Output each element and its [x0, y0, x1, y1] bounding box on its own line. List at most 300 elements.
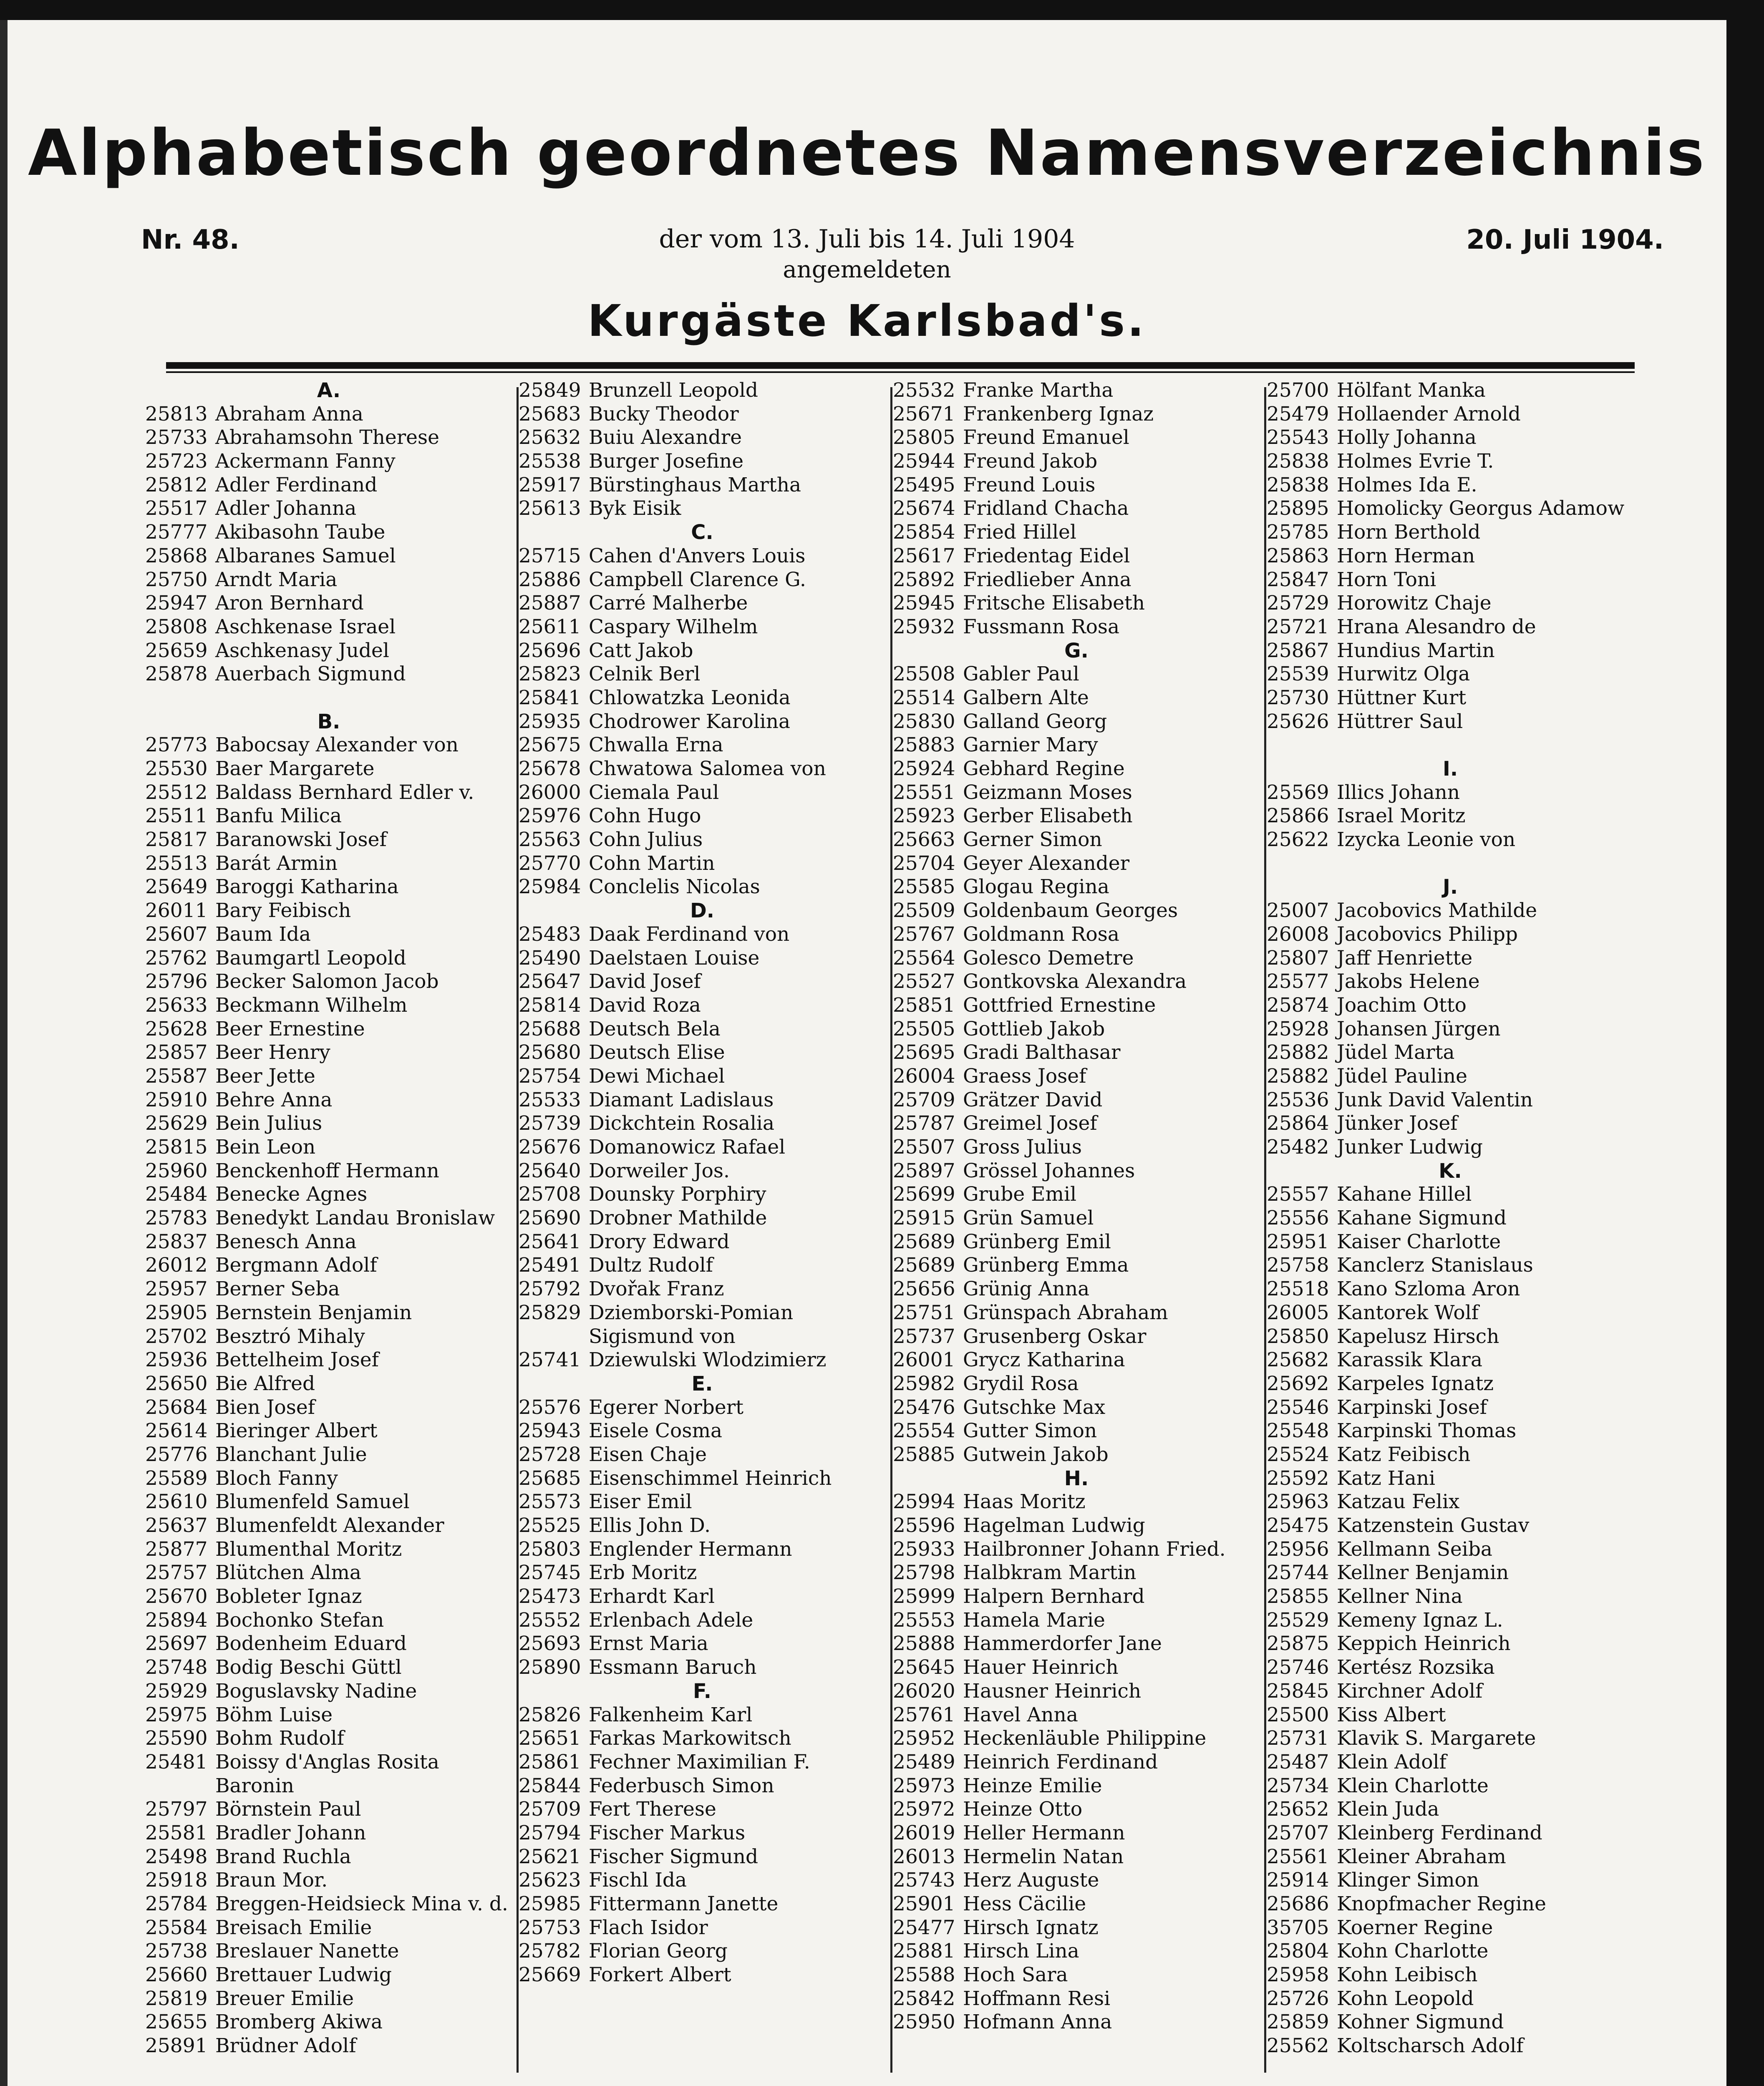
guest-entry [519, 828, 886, 852]
guest-name: Garnier Mary [963, 733, 1098, 757]
guest-number: 25723 [145, 450, 208, 473]
guest-number: 25914 [1267, 1869, 1329, 1892]
guest-number: 25933 [893, 1537, 955, 1561]
guest-name: Karpeles Ignatz [1337, 1372, 1494, 1395]
guest-entry [1267, 1514, 1634, 1538]
guest-entry [145, 1136, 512, 1159]
guest-name: Baranowski Josef [215, 828, 387, 852]
guest-name: Galland Georg [963, 710, 1107, 733]
guest-entry [519, 568, 886, 592]
guest-entry [145, 1277, 512, 1301]
guest-name: Berner Seba [215, 1277, 340, 1301]
guest-number: 25886 [519, 568, 581, 591]
guest-number: 25683 [519, 402, 581, 426]
guest-number: 25895 [1267, 497, 1329, 520]
guest-number: 25546 [1267, 1396, 1329, 1419]
guest-entry [1267, 1348, 1634, 1372]
guest-entry [145, 1254, 512, 1277]
guest-number: 25508 [893, 663, 955, 686]
guest-number: 25652 [1267, 1798, 1329, 1821]
guest-number: 25498 [145, 1845, 208, 1868]
guest-name: Koerner Regine [1337, 1916, 1493, 1939]
guest-entry [519, 1774, 886, 1798]
guest-name: Kellner Benjamin [1337, 1561, 1509, 1585]
guest-number: 25741 [519, 1348, 581, 1372]
guest-number: 25563 [519, 828, 581, 852]
guest-entry [1267, 1372, 1634, 1396]
guest-entry [145, 1183, 512, 1207]
guest-name: Boguslavsky Nadine [215, 1679, 417, 1703]
guest-name: Dvořak Franz [589, 1277, 724, 1301]
guest-number: 25915 [893, 1207, 955, 1230]
guest-entry [1267, 639, 1634, 663]
guest-entry [893, 1112, 1260, 1136]
guest-number: 25851 [893, 993, 955, 1017]
guest-number: 25577 [1267, 970, 1329, 993]
guest-number: 25784 [145, 1892, 208, 1915]
guest-number: 25617 [893, 544, 955, 567]
guest-entry [1267, 970, 1634, 994]
guest-entry [1267, 1467, 1634, 1491]
guest-entry [893, 1396, 1260, 1420]
guest-name: Fittermann Janette [589, 1892, 779, 1915]
guest-name: Braun Mor. [215, 1869, 328, 1892]
guest-name: Essmann Baruch [589, 1656, 757, 1679]
guest-entry [145, 1774, 512, 1798]
guest-entry [1267, 1443, 1634, 1467]
letter-heading: C. [691, 521, 713, 544]
guest-name: Goldmann Rosa [963, 922, 1119, 946]
guest-name: Becker Salomon Jacob [215, 970, 439, 993]
guest-number: 25855 [1267, 1585, 1329, 1608]
guest-name: Jünker Josef [1337, 1112, 1458, 1135]
guest-name: Katz Hani [1337, 1466, 1436, 1490]
guest-name: Holmes Evrie T. [1337, 450, 1494, 473]
guest-entry [1267, 426, 1634, 450]
letter-heading: J. [1442, 875, 1458, 899]
guest-number: 25944 [893, 450, 955, 473]
issue-number: Nr. 48. [141, 224, 239, 255]
guest-number: 26013 [893, 1845, 955, 1868]
guest-number: 25640 [519, 1159, 581, 1182]
guest-name: Conclelis Nicolas [589, 875, 760, 899]
guest-name: Beer Ernestine [215, 1017, 365, 1040]
guest-entry [145, 521, 512, 544]
guest-number: 25517 [145, 497, 208, 520]
guest-name: Grätzer David [963, 1088, 1103, 1111]
guest-number: 25881 [893, 1940, 955, 1963]
guest-entry [145, 1727, 512, 1751]
guest-entry [893, 757, 1260, 781]
guest-number [519, 1325, 589, 1349]
guest-number: 25830 [893, 710, 955, 733]
guest-number: 25650 [145, 1372, 208, 1395]
guest-entry [519, 1703, 886, 1727]
guest-number: 25817 [145, 828, 208, 852]
guest-number: 25684 [145, 1396, 208, 1419]
guest-name: Florian Georg [589, 1940, 728, 1963]
guest-number: 25744 [1267, 1561, 1329, 1585]
guest-entry [893, 568, 1260, 592]
guest-number: 25857 [145, 1041, 208, 1064]
guest-name: Heckenläuble Philippine [963, 1727, 1207, 1750]
guest-entry [145, 1088, 512, 1112]
guest-number: 25622 [1267, 828, 1329, 852]
guest-entry [145, 1656, 512, 1680]
guest-entry [519, 1892, 886, 1916]
guest-name: Grube Emil [963, 1183, 1077, 1206]
guest-entry [893, 1538, 1260, 1562]
guest-name: Hüttrer Saul [1337, 710, 1463, 733]
guest-number: 25641 [519, 1230, 581, 1253]
guest-entry [893, 1514, 1260, 1538]
guest-name: Cohn Julius [589, 828, 703, 852]
guest-name: Franke Martha [963, 379, 1114, 402]
guest-number: 25655 [145, 2010, 208, 2034]
guest-name: Ciemala Paul [589, 781, 719, 804]
guest-entry [519, 1963, 886, 1987]
guest-entry [145, 1065, 512, 1088]
name-column-2 [519, 379, 886, 1987]
guest-number: 25743 [893, 1869, 955, 1892]
guest-entry [893, 1774, 1260, 1798]
guest-name: Baroggi Katharina [215, 875, 399, 899]
guest-entry [145, 568, 512, 592]
guest-name: Blumenfeldt Alexander [215, 1514, 444, 1537]
guest-name: Jaff Henriette [1337, 946, 1473, 970]
guest-name: Brüdner Adolf [215, 2034, 356, 2058]
guest-entry [1267, 1301, 1634, 1325]
guest-name: Eisenschimmel Heinrich [589, 1466, 832, 1490]
guest-name: Chwalla Erna [589, 733, 723, 757]
guest-entry [1267, 403, 1634, 426]
guest-number: 25928 [1267, 1017, 1329, 1040]
guest-name: Bettelheim Josef [215, 1348, 379, 1372]
guest-entry [145, 426, 512, 450]
guest-number: 25721 [1267, 615, 1329, 638]
guest-number: 25890 [519, 1656, 581, 1679]
guest-entry [893, 1987, 1260, 2011]
guest-entry [893, 686, 1260, 710]
guest-name: Böhm Luise [215, 1703, 333, 1726]
guest-entry [145, 875, 512, 899]
guest-entry [893, 474, 1260, 497]
guest-entry [519, 1207, 886, 1230]
guest-number: 25708 [519, 1183, 581, 1206]
guest-number [145, 1774, 215, 1798]
guest-name: Grusenberg Oskar [963, 1325, 1147, 1348]
guest-entry [1267, 1112, 1634, 1136]
guest-entry [145, 544, 512, 568]
guest-number: 25745 [519, 1561, 581, 1585]
guest-entry [1267, 1207, 1634, 1230]
guest-name: Hoch Sara [963, 1963, 1068, 1987]
guest-name: Erlenbach Adele [589, 1608, 753, 1632]
guest-number: 25891 [145, 2034, 208, 2058]
guest-entry [1267, 1136, 1634, 1159]
guest-name: Aschkenase Israel [215, 615, 396, 638]
guest-entry [893, 899, 1260, 923]
guest-name: Kohn Charlotte [1337, 1940, 1489, 1963]
guest-number: 25564 [893, 946, 955, 970]
guest-number: 25762 [145, 946, 208, 970]
guest-name: Geyer Alexander [963, 852, 1130, 875]
guest-name: Kano Szloma Aron [1337, 1277, 1520, 1301]
guest-name: Junker Ludwig [1337, 1136, 1483, 1159]
guest-number: 25883 [893, 733, 955, 757]
guest-number: 25539 [1267, 663, 1329, 686]
guest-number: 25826 [519, 1703, 581, 1726]
guest-entry [1267, 1656, 1634, 1680]
guest-number: 25611 [519, 615, 581, 638]
guest-entry [893, 1940, 1260, 1963]
guest-number: 25973 [893, 1774, 955, 1797]
guest-number: 25524 [1267, 1443, 1329, 1466]
guest-name: Bochonko Stefan [215, 1608, 384, 1632]
guest-entry [893, 1727, 1260, 1751]
guest-entry [519, 1396, 886, 1420]
guest-number: 25838 [1267, 473, 1329, 496]
guest-entry [519, 1136, 886, 1159]
guest-number: 25796 [145, 970, 208, 993]
guest-number: 25629 [145, 1112, 208, 1135]
guest-name: Freund Emanuel [963, 426, 1129, 449]
guest-number: 25844 [519, 1774, 581, 1797]
guest-entry [893, 710, 1260, 734]
guest-number: 25686 [1267, 1892, 1329, 1915]
guest-name: Grünspach Abraham [963, 1301, 1168, 1324]
guest-number: 25776 [145, 1443, 208, 1466]
guest-number: 25787 [893, 1112, 955, 1135]
guest-name: Adler Ferdinand [215, 473, 378, 496]
guest-name: Herz Auguste [963, 1869, 1099, 1892]
guest-entry [519, 379, 886, 403]
guest-name: Kohner Sigmund [1337, 2010, 1504, 2034]
guest-number: 25596 [893, 1514, 955, 1537]
guest-entry [1267, 1065, 1634, 1088]
guest-name: Bradler Johann [215, 1821, 366, 1844]
guest-name: Gottlieb Jakob [963, 1017, 1105, 1040]
guest-name: Brettauer Ludwig [215, 1963, 392, 1987]
guest-number: 25525 [519, 1514, 581, 1537]
guest-entry [145, 1159, 512, 1183]
guest-name: Domanowicz Rafael [589, 1136, 786, 1159]
guest-number: 25576 [519, 1396, 581, 1419]
guest-name: Hurwitz Olga [1337, 663, 1470, 686]
guest-name: Jakobs Helene [1337, 970, 1480, 993]
guest-number: 25592 [1267, 1466, 1329, 1490]
guest-name: Freund Jakob [963, 450, 1098, 473]
guest-name: Abraham Anna [215, 402, 363, 426]
guest-name: Bloch Fanny [215, 1466, 338, 1490]
guest-name: Kahane Hillel [1337, 1183, 1472, 1206]
guest-name: Forkert Albert [589, 1963, 731, 1987]
guest-entry [145, 757, 512, 781]
letter-heading: K. [1439, 1159, 1462, 1183]
guest-entry [145, 1821, 512, 1845]
guest-entry [1267, 568, 1634, 592]
guest-entry [519, 1490, 886, 1514]
guest-name: Katzenstein Gustav [1337, 1514, 1530, 1537]
guest-entry [519, 757, 886, 781]
guest-number: 25888 [893, 1632, 955, 1655]
column-divider [890, 387, 892, 2073]
guest-number: 26019 [893, 1821, 955, 1844]
guest-name: Johansen Jürgen [1337, 1017, 1501, 1040]
guest-name: Buiu Alexandre [589, 426, 742, 449]
guest-number: 25918 [145, 1869, 208, 1892]
guest-name: Grün Samuel [963, 1207, 1094, 1230]
guest-number: 25536 [1267, 1088, 1329, 1111]
guest-entry [519, 970, 886, 994]
guest-entry [893, 1372, 1260, 1396]
guest-number: 25814 [519, 993, 581, 1017]
guest-entry [519, 1467, 886, 1491]
guest-number: 25702 [145, 1325, 208, 1348]
guest-entry [145, 994, 512, 1018]
guest-number: 25527 [893, 970, 955, 993]
guest-number: 25842 [893, 1987, 955, 2010]
guest-number: 25984 [519, 875, 581, 899]
guest-entry [519, 1514, 886, 1538]
guest-name: Klein Juda [1337, 1798, 1439, 1821]
guest-name: Israel Moritz [1337, 804, 1466, 828]
guest-number: 25838 [1267, 450, 1329, 473]
guest-number: 25963 [1267, 1490, 1329, 1514]
guest-entry [1267, 544, 1634, 568]
guest-name: Sigismund von [589, 1325, 736, 1348]
guest-entry [145, 1514, 512, 1538]
guest-number: 25562 [1267, 2034, 1329, 2058]
guest-number: 25645 [893, 1656, 955, 1679]
guest-name: Benedykt Landau Bronislaw [215, 1207, 495, 1230]
guest-name: Hirsch Lina [963, 1940, 1079, 1963]
guest-name: Kahane Sigmund [1337, 1207, 1507, 1230]
section-gap [145, 686, 512, 710]
guest-entry [1267, 1798, 1634, 1821]
guest-entry [893, 1443, 1260, 1467]
guest-name: Gabler Paul [963, 663, 1079, 686]
guest-name: Jüdel Pauline [1337, 1064, 1467, 1088]
guest-entry [519, 1561, 886, 1585]
guest-name: Halpern Bernhard [963, 1585, 1145, 1608]
guest-name: Diamant Ladislaus [589, 1088, 774, 1111]
guest-number: 25731 [1267, 1727, 1329, 1750]
guest-number: 25514 [893, 686, 955, 709]
guest-entry [1267, 1419, 1634, 1443]
guest-name: Haas Moritz [963, 1490, 1086, 1514]
guest-name: Fert Therese [589, 1798, 716, 1821]
guest-number: 25887 [519, 592, 581, 615]
guest-entry [1267, 804, 1634, 828]
guest-entry [1267, 1538, 1634, 1562]
guest-number: 25863 [1267, 544, 1329, 567]
guest-name: Bie Alfred [215, 1372, 315, 1395]
guest-entry [893, 781, 1260, 805]
guest-entry [519, 1821, 886, 1845]
subtitle-line1: der vom 13. Juli bis 14. Juli 1904 [659, 224, 1075, 254]
guest-name: Gebhard Regine [963, 757, 1125, 780]
guest-entry [893, 1018, 1260, 1041]
guest-entry [145, 828, 512, 852]
guest-number: 25700 [1267, 379, 1329, 402]
guest-entry [519, 852, 886, 876]
guest-name: Drory Edward [589, 1230, 730, 1253]
guest-number: 25951 [1267, 1230, 1329, 1253]
guest-number: 25897 [893, 1159, 955, 1182]
guest-name: Illics Johann [1337, 781, 1460, 804]
guest-number: 25676 [519, 1136, 581, 1159]
guest-name: Grünberg Emma [963, 1254, 1129, 1277]
guest-name: Bromberg Akiwa [215, 2010, 383, 2034]
letter-heading: B. [317, 710, 340, 733]
guest-name: Kaiser Charlotte [1337, 1230, 1501, 1253]
letter-heading: F. [693, 1679, 711, 1703]
guest-number: 25685 [519, 1466, 581, 1490]
guest-entry [1267, 1632, 1634, 1656]
guest-entry [893, 1183, 1260, 1207]
guest-entry [145, 923, 512, 947]
guest-number: 25518 [1267, 1277, 1329, 1301]
guest-name: Chodrower Karolina [589, 710, 791, 733]
guest-name: Akibasohn Taube [215, 521, 386, 544]
guest-entry [893, 379, 1260, 403]
guest-entry [893, 733, 1260, 757]
guest-entry [145, 2010, 512, 2034]
guest-name: Hölfant Manka [1337, 379, 1486, 402]
guest-name: Eisele Cosma [589, 1419, 723, 1443]
guest-number: 25670 [145, 1585, 208, 1608]
guest-name: Homolicky Georgus Adamow [1337, 497, 1625, 520]
guest-name: Kertész Rozsika [1337, 1656, 1495, 1679]
guest-number: 25804 [1267, 1940, 1329, 1963]
guest-number: 25490 [519, 946, 581, 970]
guest-number: 25847 [1267, 568, 1329, 591]
guest-number: 25794 [519, 1821, 581, 1844]
guest-number: 25675 [519, 733, 581, 757]
issue-date: 20. Juli 1904. [1466, 224, 1664, 255]
guest-number: 25552 [519, 1608, 581, 1632]
guest-entry [145, 1467, 512, 1491]
guest-entry [893, 1798, 1260, 1821]
guest-entry [519, 450, 886, 474]
guest-number: 25500 [1267, 1703, 1329, 1726]
letter-heading: H. [1064, 1466, 1089, 1490]
guest-entry [1267, 1916, 1634, 1940]
guest-number: 25482 [1267, 1136, 1329, 1159]
guest-name: Gerber Elisabeth [963, 804, 1133, 828]
guest-name: Breisach Emilie [215, 1916, 372, 1939]
guest-entry [519, 403, 886, 426]
guest-entry [519, 1277, 886, 1301]
guest-entry [145, 1940, 512, 1963]
guest-name: Grydil Rosa [963, 1372, 1079, 1395]
guest-entry [1267, 1680, 1634, 1703]
guest-number: 25885 [893, 1443, 955, 1466]
guest-number: 25484 [145, 1183, 208, 1206]
guest-name: Baumgartl Leopold [215, 946, 406, 970]
section-heading: Kurgäste Karlsbad's. [587, 295, 1147, 346]
guest-name: Heller Hermann [963, 1821, 1125, 1844]
guest-entry [1267, 1396, 1634, 1420]
guest-name: Knopfmacher Regine [1337, 1892, 1546, 1915]
guest-name: Albaranes Samuel [215, 544, 396, 567]
guest-name: Auerbach Sigmund [215, 663, 406, 686]
guest-name: Havel Anna [963, 1703, 1078, 1726]
guest-entry [145, 1892, 512, 1916]
section-gap [1267, 733, 1634, 757]
guest-entry [1267, 1703, 1634, 1727]
